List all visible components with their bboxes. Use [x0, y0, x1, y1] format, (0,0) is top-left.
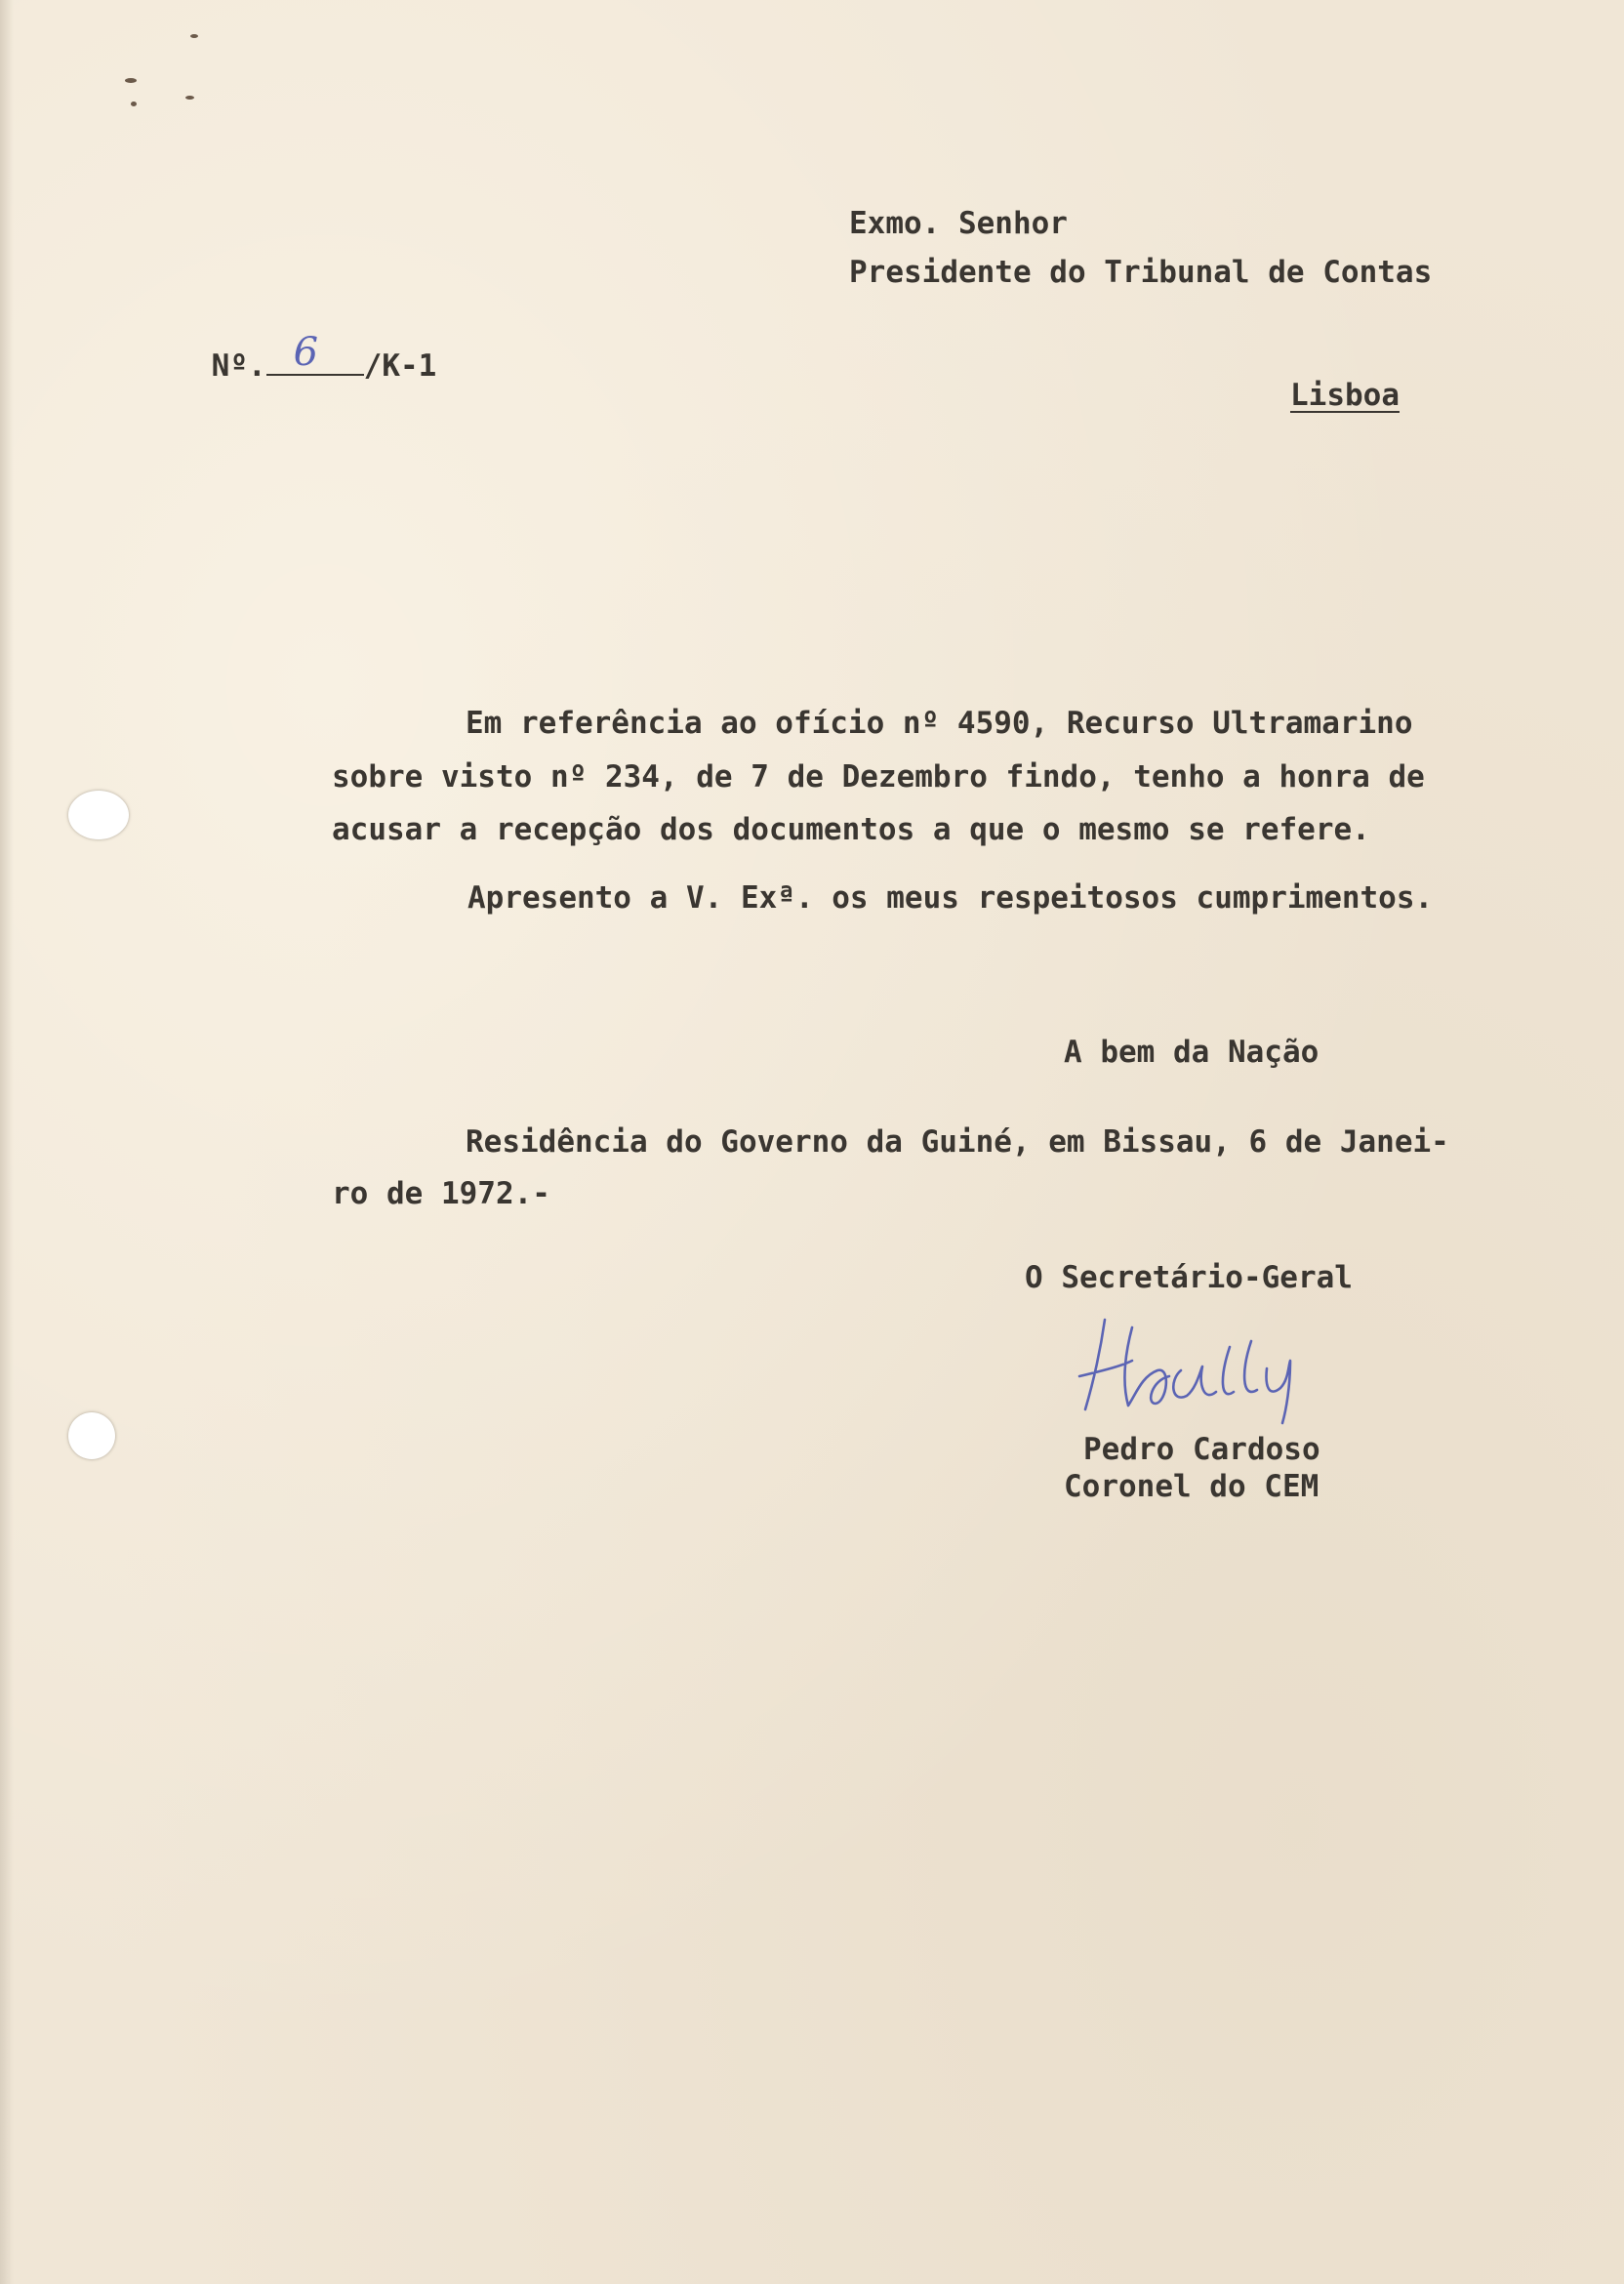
ink-speck — [190, 34, 198, 38]
body-line-3: acusar a recepção dos documentos a que o mesmo se refere. — [332, 812, 1370, 847]
signatory-role: O Secretário-Geral — [1025, 1260, 1353, 1295]
page-edge-shadow — [0, 0, 14, 2284]
body-paragraph-2: Apresento a V. Exª. os meus respeitosos cumprimentos. — [467, 880, 1434, 916]
place-date-line-2: ro de 1972.- — [332, 1176, 550, 1211]
addressee-city: Lisboa — [1290, 378, 1400, 413]
addressee-title: Presidente do Tribunal de Contas — [849, 255, 1433, 290]
addressee-salutation: Exmo. Senhor — [849, 206, 1068, 241]
ink-speck — [185, 96, 194, 100]
closing-salutation: A bem da Nação — [1064, 1035, 1320, 1070]
handwritten-signature — [1074, 1308, 1347, 1425]
body-line-2: sobre visto nº 234, de 7 de Dezembro findo, tenho a honra de — [332, 759, 1425, 795]
place-date-line-1: Residência do Governo da Guiné, em Bissau, 6 de Janei- — [466, 1124, 1449, 1160]
reference-suffix: /K-1 — [363, 348, 437, 384]
body-line-1: Em referência ao ofício nº 4590, Recurso Ultramarino — [466, 706, 1413, 741]
signatory-name: Pedro Cardoso — [1083, 1432, 1320, 1467]
signatory-rank: Coronel do CEM — [1064, 1469, 1320, 1504]
punch-hole-top — [68, 791, 129, 839]
reference-handwritten-number: 6 — [293, 330, 319, 375]
ink-speck — [131, 102, 137, 106]
reference-blank — [266, 330, 364, 376]
punch-hole-bottom — [68, 1412, 115, 1459]
reference-prefix: Nº. — [211, 348, 266, 384]
reference-number — [139, 316, 436, 412]
ink-speck — [125, 78, 137, 83]
